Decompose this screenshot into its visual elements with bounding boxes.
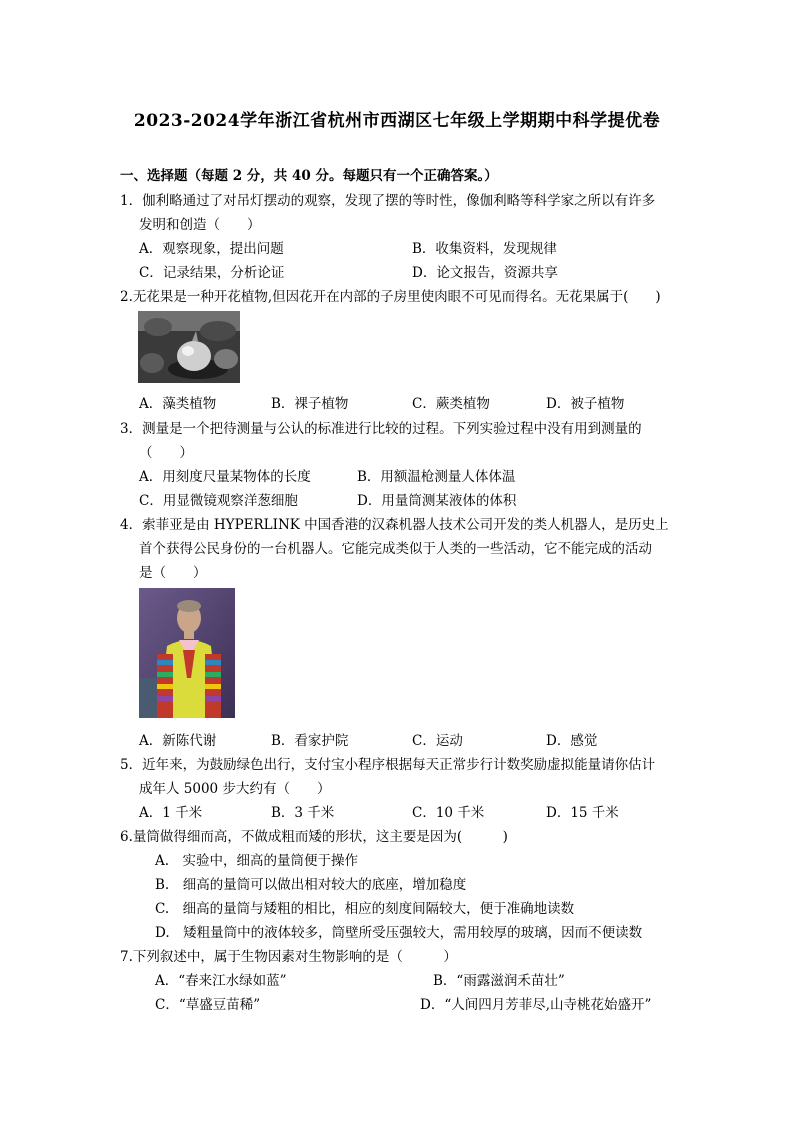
q1-option-a: A．观察现象，提出问题 — [139, 241, 284, 257]
q3-stem-line1: 3．测量是一个把待测量与公认的标准进行比较的过程。下列实验过程中没有用到测量的 — [120, 421, 642, 437]
q5-option-d: D．15 千米 — [546, 805, 619, 821]
q5-stem-line1: 5．近年来，为鼓励绿色出行，支付宝小程序根据每天正常步行计数奖励虚拟能量请你估计 — [120, 757, 656, 773]
q3-option-a: A．用刻度尺量某物体的长度 — [139, 469, 311, 485]
q7-option-c: C．“草盛豆苗稀” — [155, 997, 261, 1013]
q6-option-a: A. 实验中，细高的量筒便于操作 — [155, 853, 359, 869]
q1-option-c: C．记录结果，分析论证 — [139, 265, 285, 281]
q2-option-a: A．藻类植物 — [139, 396, 217, 412]
q6-stem-line1: 6.量筒做得细而高，不做成粗而矮的形状，这主要是因为( ) — [120, 829, 508, 845]
q1-stem-line1: 1．伽利略通过了对吊灯摆动的观察，发现了摆的等时性，像伽利略等科学家之所以有许多 — [120, 193, 656, 209]
page-title: 2023-2024学年浙江省杭州市西湖区七年级上学期期中科学提优卷 — [133, 111, 661, 131]
q2-stem-line1: 2.无花果是一种开花植物,但因花开在内部的子房里使肉眼不可见而得名。无花果属于( ) — [120, 289, 661, 305]
q5-option-b: B．3 千米 — [271, 805, 335, 821]
q2-option-d: D．被子植物 — [546, 396, 625, 412]
q7-stem-line1: 7.下列叙述中，属于生物因素对生物影响的是（ ） — [120, 949, 457, 965]
q4-option-d: D．感觉 — [546, 733, 598, 749]
q4-stem-line1: 4．索菲亚是由 HYPERLINK 中国香港的汉森机器人技术公司开发的类人机器人，是历史上 — [120, 517, 669, 533]
q5-option-a: A．1 千米 — [139, 805, 203, 821]
q4-option-b: B．看家护院 — [271, 733, 349, 749]
q1-option-d: D．论文报告，资源共享 — [412, 265, 558, 281]
q4-stem-line3: 是（ ） — [139, 565, 207, 581]
q6-option-d: D. 矮粗量筒中的液体较多，筒壁所受压强较大，需用较厚的玻璃，因而不便读数 — [155, 925, 643, 941]
q6-option-c: C. 细高的量筒与矮粗的相比，相应的刻度间隔较大，便于准确地读数 — [155, 901, 575, 917]
q1-stem-line2: 发明和创造（ ） — [139, 217, 261, 233]
q4-option-a: A．新陈代谢 — [139, 733, 217, 749]
q7-option-d: D．“人间四月芳菲尽,山寺桃花始盛开” — [420, 997, 652, 1013]
section-heading: 一、选择题（每题 2 分，共 40 分。每题只有一个正确答案。） — [120, 168, 498, 184]
q3-option-b: B．用额温枪测量人体体温 — [357, 469, 516, 485]
q2-option-b: B．裸子植物 — [271, 396, 349, 412]
fig-photo — [139, 588, 235, 718]
q3-stem-line2: （ ） — [139, 445, 193, 461]
q3-option-d: D．用量筒测某液体的体积 — [357, 493, 517, 509]
fig-photo — [138, 311, 240, 383]
q3-option-c: C．用显微镜观察洋葱细胞 — [139, 493, 298, 509]
q6-option-b: B. 细高的量筒可以做出相对较大的底座，增加稳度 — [155, 877, 467, 893]
q1-option-b: B．收集资料，发现规律 — [412, 241, 557, 257]
q5-stem-line2: 成年人 5000 步大约有（ ） — [139, 781, 331, 797]
q7-option-b: B．“雨露滋润禾苗壮” — [433, 973, 565, 989]
q7-option-a: A．“春来江水绿如蓝” — [155, 973, 287, 989]
q4-option-c: C．运动 — [412, 733, 463, 749]
q2-option-c: C．蕨类植物 — [412, 396, 490, 412]
q5-option-c: C．10 千米 — [412, 805, 485, 821]
q4-stem-line2: 首个获得公民身份的一台机器人。它能完成类似于人类的一些活动，它不能完成的活动 — [139, 541, 652, 557]
